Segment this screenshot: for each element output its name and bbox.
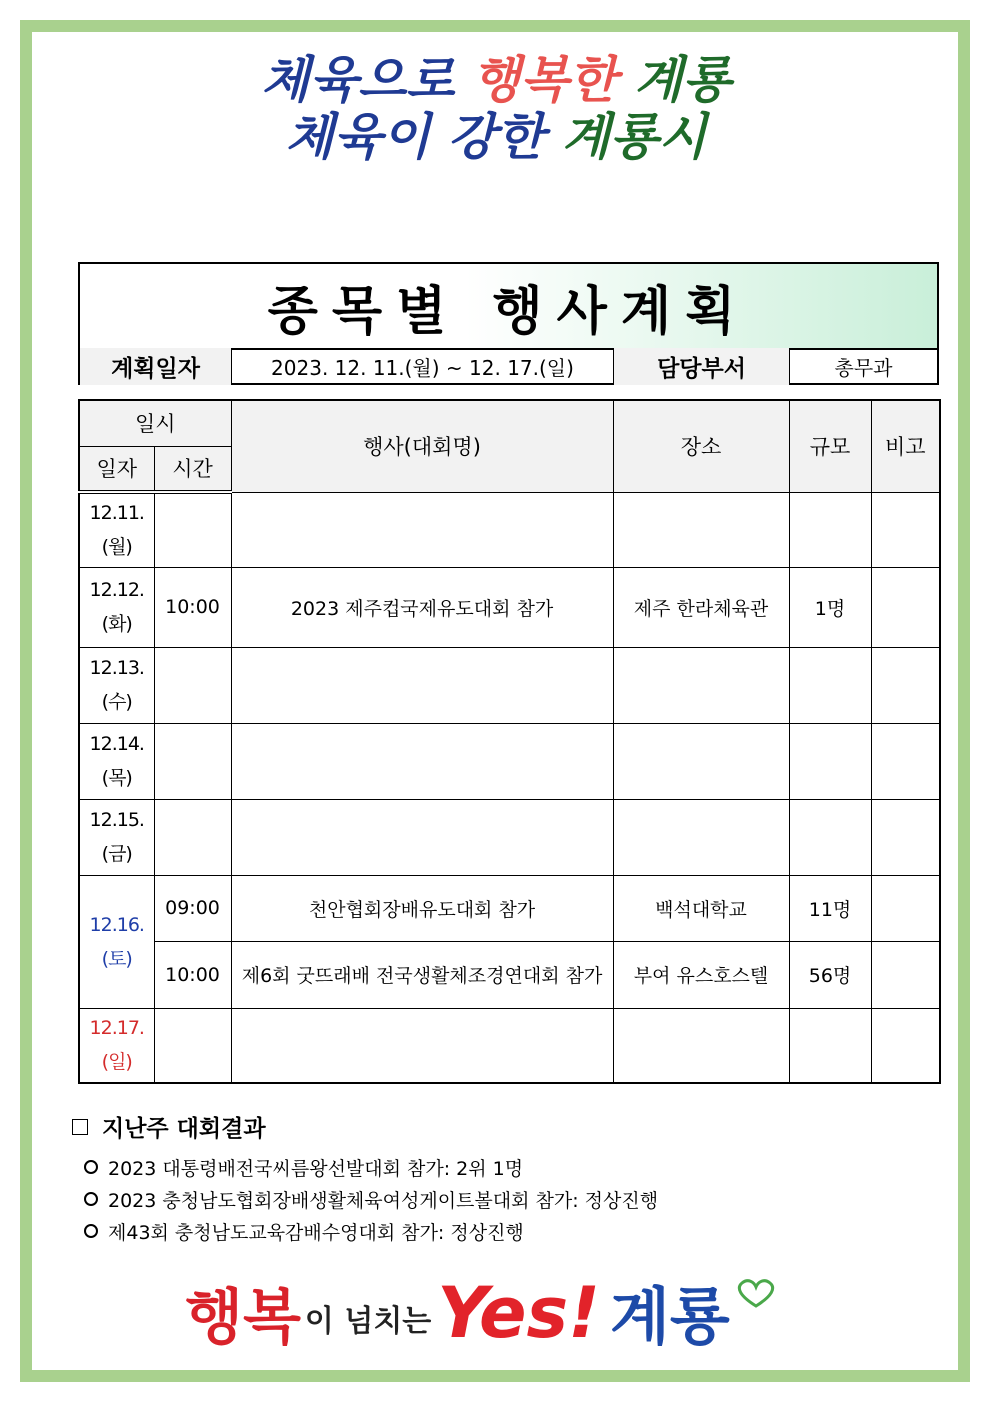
header-date: 일자 [79,446,154,492]
list-item [72,1151,922,1183]
row-scale: 1명 [789,567,871,647]
date-text: 12.15. [89,809,144,831]
plan-info-row [80,348,937,385]
result-text: 2023 충청남도협회장배생활체육여성게이트볼대회 참가: 정상진행 [108,1189,659,1212]
row-scale: 11명 [789,875,871,941]
row-scale [789,492,871,567]
row-date [79,567,154,647]
plan-title-box [78,262,939,385]
row-event [231,799,613,875]
row-note [871,799,940,875]
row-date [79,1008,154,1083]
header-event: 행사(대회명) [231,400,613,492]
results-heading [72,1110,922,1143]
table-row [79,799,940,875]
day-text: (월) [101,536,132,559]
row-time [154,492,231,567]
row-date [79,492,154,567]
row-date [79,723,154,799]
row-note [871,492,940,567]
row-time: 09:00 [154,875,231,941]
result-text: 2023 대통령배전국씨름왕선발대회 참가: 2위 1명 [108,1157,524,1180]
row-scale: 56명 [789,941,871,1008]
circle-bullet-icon [84,1224,98,1238]
header-time: 시간 [154,446,231,492]
footer-text-gyeryong: 계룡 [610,1280,730,1353]
table-row [79,492,940,567]
row-time [154,799,231,875]
slogan-text-happy: 행복한 [471,50,617,109]
date-text: 12.12. [89,579,144,601]
row-place [613,647,789,723]
table-row [79,1008,940,1083]
row-scale [789,1008,871,1083]
circle-bullet-icon [84,1192,98,1206]
row-note [871,1008,940,1083]
footer-text-yes: Yes! [437,1272,601,1354]
footer-text-overflowing: 이 넘치는 [304,1304,432,1339]
day-text: (수) [101,691,132,713]
footer-slogan-logo [185,1258,825,1354]
row-event: 2023 제주컵국제유도대회 참가 [231,567,613,647]
footer-text-happy: 행복 [185,1283,301,1353]
row-place [613,1008,789,1083]
row-note [871,567,940,647]
results-heading-text: 지난주 대회결과 [102,1116,266,1142]
row-note [871,875,940,941]
date-text: 12.14. [89,733,144,755]
row-place: 백석대학교 [613,875,789,941]
row-event [231,1008,613,1083]
row-scale [789,723,871,799]
table-row [79,875,940,941]
heart-icon [734,1278,778,1308]
schedule-table [78,399,941,1084]
row-scale [789,647,871,723]
dept-label: 담당부서 [614,348,790,385]
row-note [871,723,940,799]
date-text: 12.17. [89,1017,144,1040]
header-datetime: 일시 [79,400,231,446]
row-event [231,647,613,723]
checkbox-icon [72,1119,88,1135]
day-text: (금) [101,843,132,865]
header-slogan-line2 [0,107,992,166]
results-section [72,1110,922,1247]
row-note [871,647,940,723]
date-text: 12.13. [89,657,144,679]
circle-bullet-icon [84,1160,98,1174]
row-place: 제주 한라체육관 [613,567,789,647]
row-place: 부여 유스호스텔 [613,941,789,1008]
slogan-text-city: 계룡시 [561,107,707,166]
slogan-text-strong: 체육이 강한 [285,107,545,166]
row-event [231,492,613,567]
row-note [871,941,940,1008]
row-time [154,1008,231,1083]
header-note: 비고 [871,400,940,492]
plan-date-value: 2023. 12. 11.(월) ~ 12. 17.(일) [232,348,614,385]
list-item [72,1183,922,1215]
list-item [72,1215,922,1247]
header-scale: 규모 [789,400,871,492]
date-text: 12.11. [89,502,144,525]
row-time [154,723,231,799]
table-row [79,941,940,1008]
row-event [231,723,613,799]
table-row [79,723,940,799]
header-slogan-line1 [0,50,992,109]
row-place [613,492,789,567]
row-date [79,875,154,1008]
header-place: 장소 [613,400,789,492]
plan-date-label: 계획일자 [80,348,232,385]
day-text: (화) [101,613,132,635]
row-date [79,799,154,875]
date-text: 12.16. [89,913,144,936]
row-event: 제6회 굿뜨래배 전국생활체조경연대회 참가 [231,941,613,1008]
row-scale [789,799,871,875]
row-place [613,723,789,799]
dept-value: 총무과 [834,356,893,380]
row-time: 10:00 [154,567,231,647]
slogan-text-gyeryong: 계룡 [634,50,731,109]
day-text: (일) [101,1051,132,1074]
table-row [79,567,940,647]
result-text: 제43회 충청남도교육감배수영대회 참가: 정상진행 [108,1221,524,1244]
row-event: 천안협회장배유도대회 참가 [231,875,613,941]
table-row [79,647,940,723]
row-place [613,799,789,875]
row-date [79,647,154,723]
page-title: 종목별 행사계획 [80,264,937,350]
row-time: 10:00 [154,941,231,1008]
row-time [154,647,231,723]
day-text: (토) [101,947,132,970]
day-text: (목) [101,767,132,789]
slogan-text-sports: 체육으로 [261,50,455,109]
